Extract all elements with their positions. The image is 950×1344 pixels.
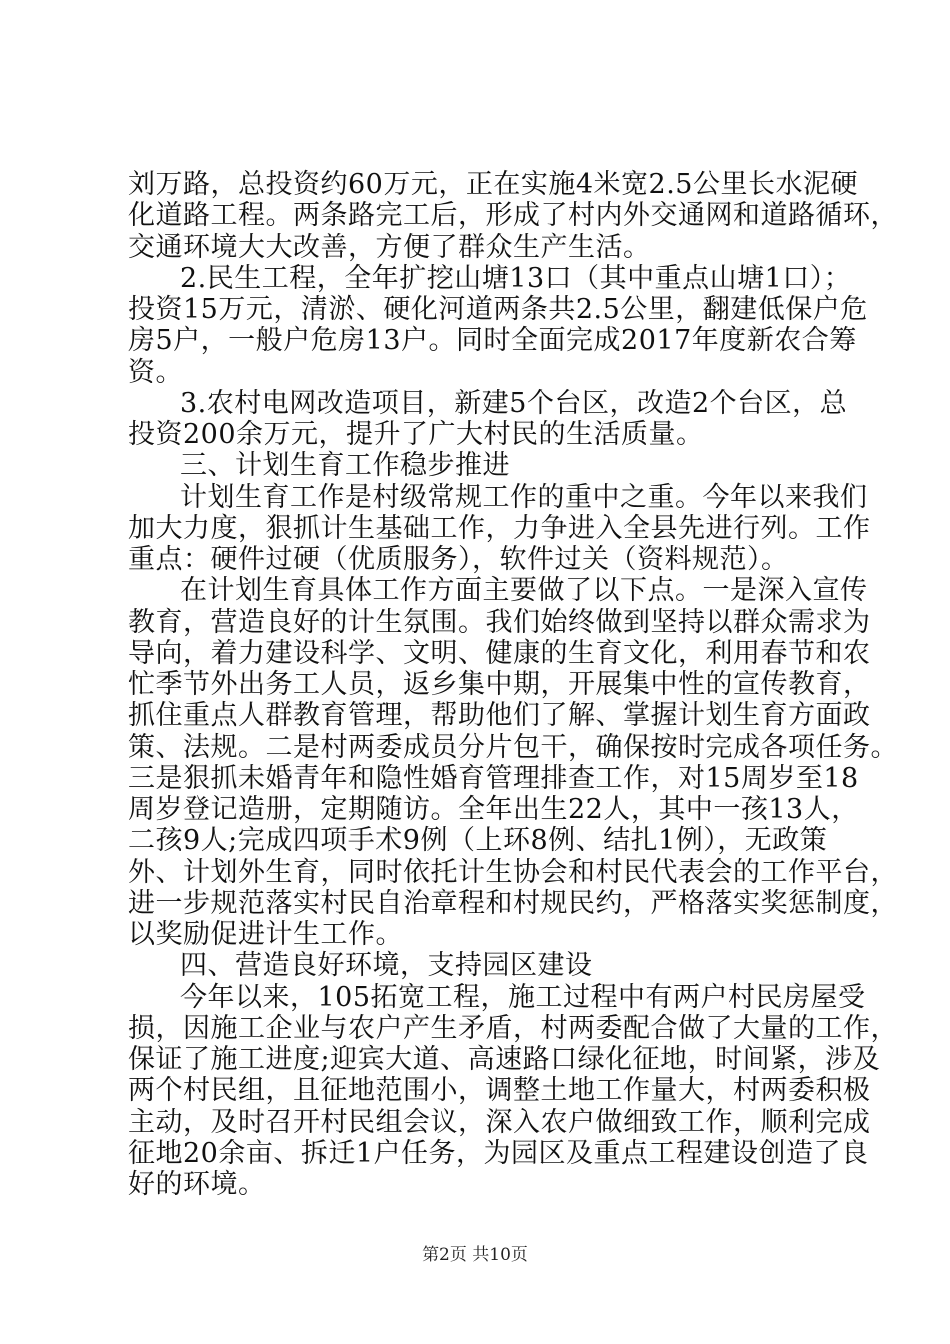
body-line: 进一步规范落实村民自治章程和村规民约，严格落实奖惩制度， [128, 888, 898, 919]
body-line: 策、法规。二是村两委成员分片包干，确保按时完成各项任务。 [128, 732, 898, 763]
body-line: 以奖励促进计生工作。 [128, 919, 403, 950]
body-line: 损，因施工企业与农户产生矛盾，村两委配合做了大量的工作， [128, 1013, 898, 1044]
body-line: 今年以来，105拓宽工程，施工过程中有两户村民房屋受 [180, 982, 866, 1013]
body-line: 化道路工程。两条路完工后，形成了村内外交通网和道路循环， [128, 200, 898, 231]
section-heading: 三、计划生育工作稳步推进 [180, 450, 510, 481]
body-line: 投资15万元，清淤、硬化河道两条共2.5公里，翻建低保户危 [128, 294, 868, 325]
body-line: 好的环境。 [128, 1169, 266, 1200]
body-line: 二孩9人;完成四项手术9例（上环8例、结扎1例），无政策 [128, 825, 828, 856]
body-line: 周岁登记造册，定期随访。全年出生22人，其中一孩13人， [128, 794, 859, 825]
body-line: 刘万路，总投资约60万元，正在实施4米宽2.5公里长水泥硬 [128, 169, 858, 200]
body-line: 三是狠抓未婚青年和隐性婚育管理排查工作，对15周岁至18 [128, 763, 859, 794]
section-heading: 四、营造良好环境，支持园区建设 [180, 950, 593, 981]
body-line: 2.民生工程，全年扩挖山塘13口（其中重点山塘1口）； [180, 263, 852, 294]
body-line: 3.农村电网改造项目，新建5个台区，改造2个台区，总 [180, 388, 848, 419]
body-line: 忙季节外出务工人员，返乡集中期，开展集中性的宣传教育， [128, 669, 871, 700]
body-line: 外、计划外生育，同时依托计生协会和村民代表会的工作平台， [128, 857, 898, 888]
body-line: 重点：硬件过硬（优质服务），软件过关（资料规范）。 [128, 544, 789, 575]
body-line: 投资200余万元，提升了广大村民的生活质量。 [128, 419, 704, 450]
body-line: 在计划生育具体工作方面主要做了以下点。一是深入宣传 [180, 575, 868, 606]
body-line: 征地20余亩、拆迁1户任务，为园区及重点工程建设创造了良 [128, 1138, 869, 1169]
body-line: 教育，营造良好的计生氛围。我们始终做到坚持以群众需求为 [128, 607, 871, 638]
body-line: 加大力度，狠抓计生基础工作，力争进入全县先进行列。工作 [128, 513, 871, 544]
body-line: 主动，及时召开村民组会议，深入农户做细致工作，顺利完成 [128, 1107, 871, 1138]
body-line: 房5户，一般户危房13户。同时全面完成2017年度新农合筹 [128, 325, 857, 356]
body-line: 抓住重点人群教育管理，帮助他们了解、掌握计划生育方面政 [128, 700, 871, 731]
body-line: 计划生育工作是村级常规工作的重中之重。今年以来我们 [180, 482, 868, 513]
body-line: 导向，着力建设科学、文明、健康的生育文化，利用春节和农 [128, 638, 871, 669]
body-line: 保证了施工进度;迎宾大道、高速路口绿化征地，时间紧，涉及 [128, 1044, 881, 1075]
body-line: 交通环境大大改善，方便了群众生产生活。 [128, 232, 651, 263]
body-line: 两个村民组，且征地范围小，调整土地工作量大，村两委积极 [128, 1075, 871, 1106]
body-line: 资。 [128, 357, 183, 388]
page-number-footer: 第2页 共10页 [422, 1245, 528, 1265]
